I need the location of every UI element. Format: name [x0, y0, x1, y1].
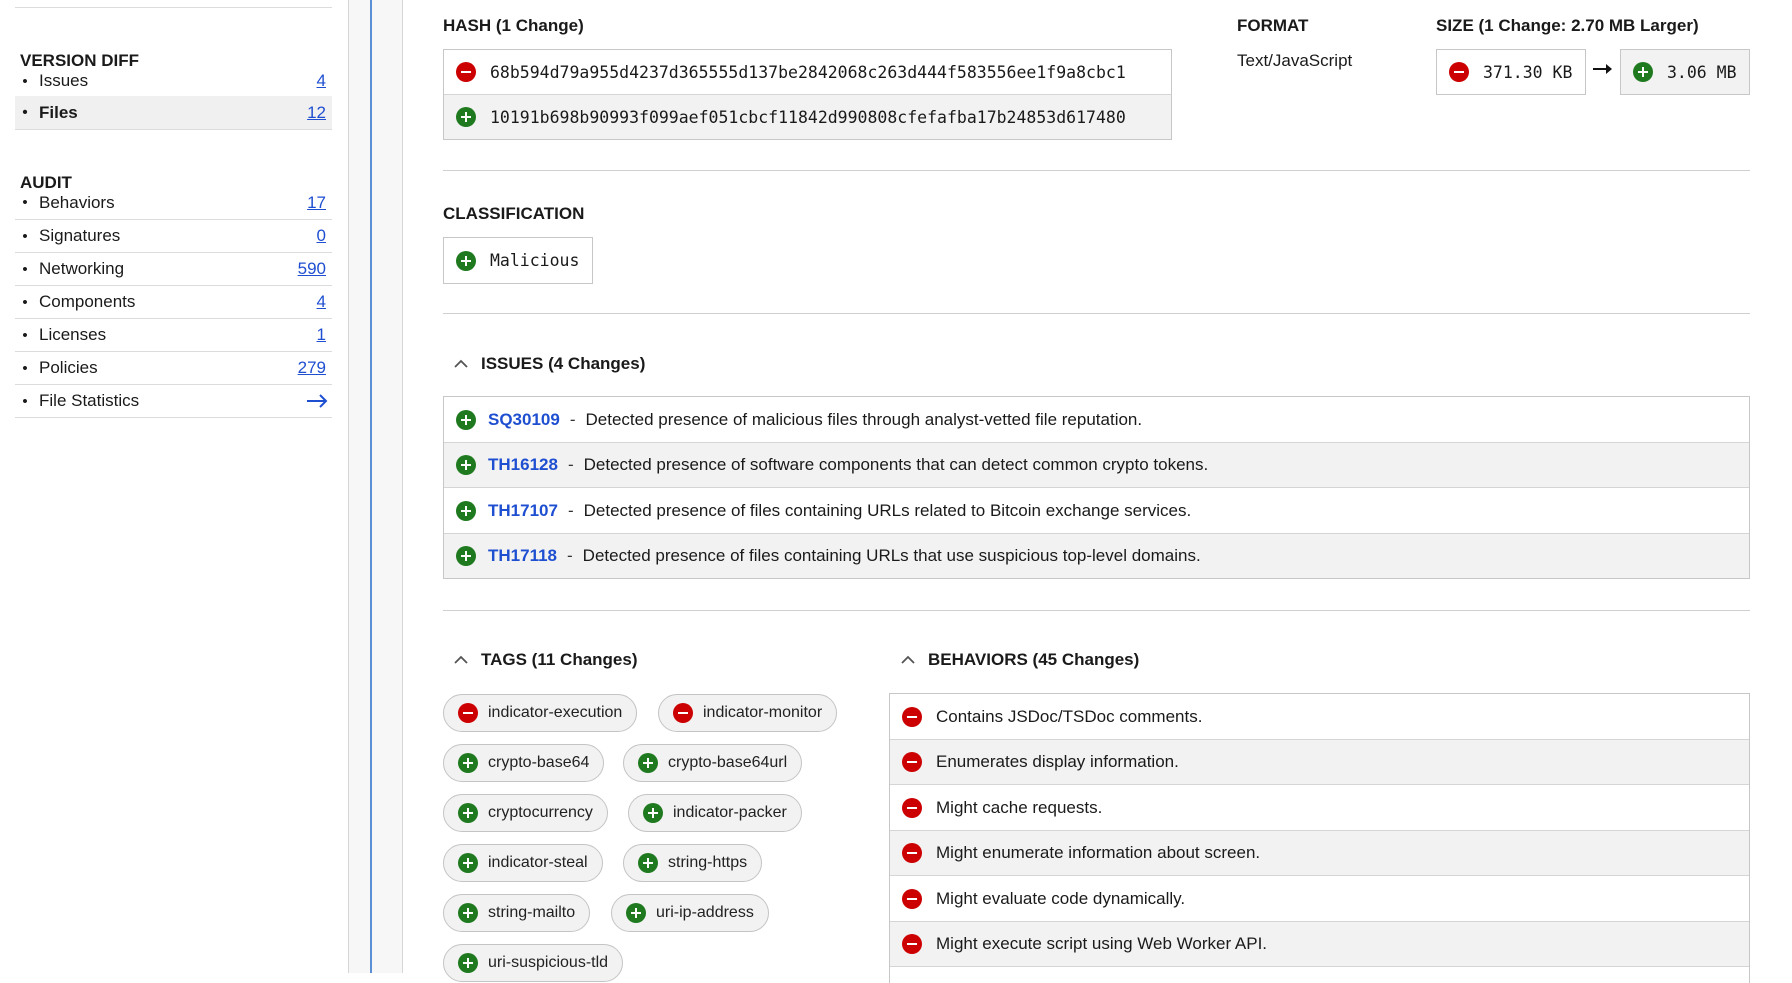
plus-circle-icon: [456, 501, 476, 521]
tag-label: indicator-packer: [673, 804, 787, 821]
minus-circle-icon: [673, 703, 693, 723]
plus-circle-icon: [456, 107, 476, 127]
sidebar-item-issues[interactable]: [15, 63, 332, 100]
plus-circle-icon: [458, 803, 478, 823]
sidebar-item-count[interactable]: 17: [307, 192, 326, 212]
classification-value: Malicious: [490, 251, 580, 270]
tag-label: indicator-steal: [488, 854, 588, 871]
panel-gutter: [348, 0, 403, 973]
behavior-row: [890, 785, 1749, 831]
separator: -: [567, 455, 574, 474]
section-divider: [443, 610, 1750, 611]
issue-id-link[interactable]: TH17107: [488, 500, 558, 520]
chevron-up-icon[interactable]: [900, 650, 916, 670]
issues-title: ISSUES (4 Changes): [481, 354, 646, 373]
plus-circle-icon: [456, 410, 476, 430]
behavior-text: Might evaluate code dynamically.: [936, 888, 1186, 908]
sidebar-item-behaviors[interactable]: [15, 186, 332, 220]
tags-header[interactable]: [453, 650, 638, 670]
plus-circle-icon: [456, 251, 476, 271]
minus-circle-icon: [902, 843, 922, 863]
tag-label: crypto-base64: [488, 754, 590, 771]
hash-added-row: [444, 95, 1171, 139]
tag-chip[interactable]: [658, 694, 837, 732]
plus-circle-icon: [638, 753, 658, 773]
size-title: SIZE (1 Change: 2.70 MB Larger): [1436, 16, 1699, 35]
format-value: Text/JavaScript: [1237, 51, 1353, 70]
tag-chip[interactable]: [611, 894, 769, 932]
issue-description: Detected presence of files containing URLs that use suspicious top-level domains.: [582, 546, 1201, 565]
sidebar-item-label: File Statistics: [39, 391, 140, 410]
behaviors-header[interactable]: [900, 650, 1139, 670]
sidebar-item-components[interactable]: [15, 286, 332, 319]
issue-row: [444, 488, 1749, 534]
plus-circle-icon: [458, 903, 478, 923]
bullet: •: [22, 260, 28, 278]
plus-circle-icon: [456, 546, 476, 566]
minus-circle-icon: [456, 62, 476, 82]
section-divider: [443, 170, 1750, 171]
tag-label: uri-suspicious-tld: [488, 954, 609, 971]
plus-circle-icon: [458, 853, 478, 873]
separator: -: [567, 546, 573, 565]
tag-label: uri-ip-address: [656, 904, 754, 921]
sidebar-item-label: Components: [39, 292, 136, 311]
tag-chip[interactable]: [443, 694, 637, 732]
issue-description: Detected presence of files containing URLs related to Bitcoin exchange services.: [583, 500, 1192, 520]
issues-list: [443, 396, 1750, 579]
behavior-row: [890, 740, 1749, 785]
sidebar-item-label: Policies: [39, 358, 98, 377]
behavior-text: Might execute script using Web Worker API.: [936, 934, 1268, 953]
behaviors-title: BEHAVIORS (45 Changes): [928, 650, 1140, 669]
bullet: •: [22, 104, 28, 121]
minus-circle-icon: [902, 752, 922, 772]
plus-circle-icon: [1633, 62, 1653, 82]
tag-label: indicator-execution: [488, 704, 623, 721]
behavior-row: [890, 922, 1749, 967]
bullet: •: [22, 72, 28, 90]
bullet: •: [22, 359, 28, 377]
tag-chip[interactable]: [443, 744, 604, 782]
plus-circle-icon: [626, 903, 646, 923]
sidebar-item-count[interactable]: 590: [297, 259, 326, 278]
sidebar-item-count[interactable]: 4: [316, 71, 326, 90]
sidebar-item-count[interactable]: 0: [316, 226, 326, 245]
sidebar: [0, 0, 348, 973]
hash-box: [443, 49, 1172, 140]
tag-label: crypto-base64url: [668, 754, 788, 771]
minus-circle-icon: [902, 707, 922, 727]
behavior-row: [890, 876, 1749, 922]
size-new-value: 3.06 MB: [1667, 62, 1737, 82]
sidebar-item-label: Behaviors: [39, 192, 115, 212]
issue-row: [444, 443, 1749, 488]
issues-header[interactable]: [453, 354, 645, 374]
plus-circle-icon: [638, 853, 658, 873]
minus-circle-icon: [458, 703, 478, 723]
hash-title: HASH (1 Change): [443, 16, 584, 35]
bullet: •: [22, 392, 28, 410]
sidebar-item-label: Files: [39, 102, 78, 122]
plus-circle-icon: [458, 753, 478, 773]
tag-chip[interactable]: [623, 844, 762, 882]
tag-chip[interactable]: [628, 794, 802, 832]
tag-label: indicator-monitor: [703, 704, 823, 721]
issue-row: [444, 397, 1749, 443]
issue-description: Detected presence of malicious files through analyst-vetted file reputation.: [585, 409, 1143, 429]
chevron-up-icon[interactable]: [453, 650, 469, 670]
behavior-text: Contains JSDoc/TSDoc comments.: [936, 706, 1203, 726]
size-new-box: [1620, 49, 1750, 95]
sidebar-item-count[interactable]: 1: [316, 325, 326, 344]
sidebar-item-networking[interactable]: [15, 253, 332, 286]
hash-removed-value: 68b594d79a955d4237d365555d137be2842068c263d444f583556ee1f9a8cbc1: [490, 62, 1126, 82]
bullet: •: [22, 293, 28, 311]
behavior-row: [890, 831, 1749, 876]
minus-circle-icon: [902, 889, 922, 909]
minus-circle-icon: [902, 798, 922, 818]
tag-label: string-mailto: [488, 904, 576, 921]
bullet: •: [22, 194, 28, 211]
classification-box: [443, 237, 593, 284]
separator: -: [567, 500, 574, 520]
sidebar-item-count[interactable]: 12: [307, 102, 326, 122]
tag-label: string-https: [668, 854, 748, 871]
sidebar-item-licenses[interactable]: [15, 319, 332, 352]
bullet: •: [22, 326, 28, 344]
chevron-up-icon[interactable]: [453, 354, 469, 374]
sidebar-divider: [15, 7, 332, 8]
behavior-row: [890, 694, 1749, 740]
behavior-text: Enumerates display information.: [936, 752, 1179, 771]
section-title-version-diff: VERSION DIFF: [20, 51, 140, 70]
tag-chip[interactable]: [623, 744, 802, 782]
arrow-right-icon[interactable]: [306, 394, 332, 408]
section-title-audit: AUDIT: [20, 173, 72, 192]
sidebar-item-signatures[interactable]: [15, 220, 332, 253]
plus-circle-icon: [458, 953, 478, 973]
sidebar-item-label: Signatures: [39, 226, 121, 245]
sidebar-item-file-statistics[interactable]: [15, 385, 332, 418]
issue-id-link[interactable]: SQ30109: [488, 409, 560, 429]
hash-removed-row: [444, 50, 1171, 95]
tag-chip[interactable]: [443, 844, 603, 882]
tag-chip[interactable]: [443, 944, 623, 982]
separator: -: [569, 409, 576, 429]
issue-id-link[interactable]: TH16128: [488, 455, 558, 474]
sidebar-item-label: Licenses: [39, 325, 107, 344]
tag-chip[interactable]: [443, 894, 590, 932]
sidebar-item-label: Networking: [39, 259, 125, 278]
plus-circle-icon: [643, 803, 663, 823]
format-title: FORMAT: [1237, 16, 1309, 35]
sidebar-item-count[interactable]: 279: [297, 358, 326, 377]
behavior-text: Might enumerate information about screen.: [936, 843, 1261, 862]
tags-title: TAGS (11 Changes): [481, 650, 638, 669]
tag-label: cryptocurrency: [488, 804, 593, 821]
sidebar-item-count[interactable]: 4: [316, 292, 326, 311]
issue-description: Detected presence of software components that can detect common crypto tokens.: [583, 455, 1209, 474]
size-old-value: 371.30 KB: [1483, 62, 1573, 82]
sidebar-item-policies[interactable]: [15, 352, 332, 385]
arrow-right-icon: [1592, 62, 1614, 81]
hash-added-value: 10191b698b90993f099aef051cbcf11842d990808cfefafba17b24853d617480: [490, 107, 1126, 127]
sidebar-item-files[interactable]: [15, 96, 332, 130]
issue-id-link[interactable]: TH17118: [488, 546, 557, 565]
section-divider: [443, 313, 1750, 314]
size-old-box: [1436, 49, 1586, 95]
sidebar-item-label: Issues: [39, 71, 89, 90]
plus-circle-icon: [456, 455, 476, 475]
panel-splitter[interactable]: [370, 0, 372, 973]
behavior-text: Might cache requests.: [936, 797, 1103, 817]
behaviors-list: [889, 693, 1750, 983]
minus-circle-icon: [1449, 62, 1469, 82]
minus-circle-icon: [902, 934, 922, 954]
issue-row: [444, 534, 1749, 578]
tag-chip[interactable]: [443, 794, 608, 832]
classification-title: CLASSIFICATION: [443, 204, 585, 223]
bullet: •: [22, 227, 28, 245]
